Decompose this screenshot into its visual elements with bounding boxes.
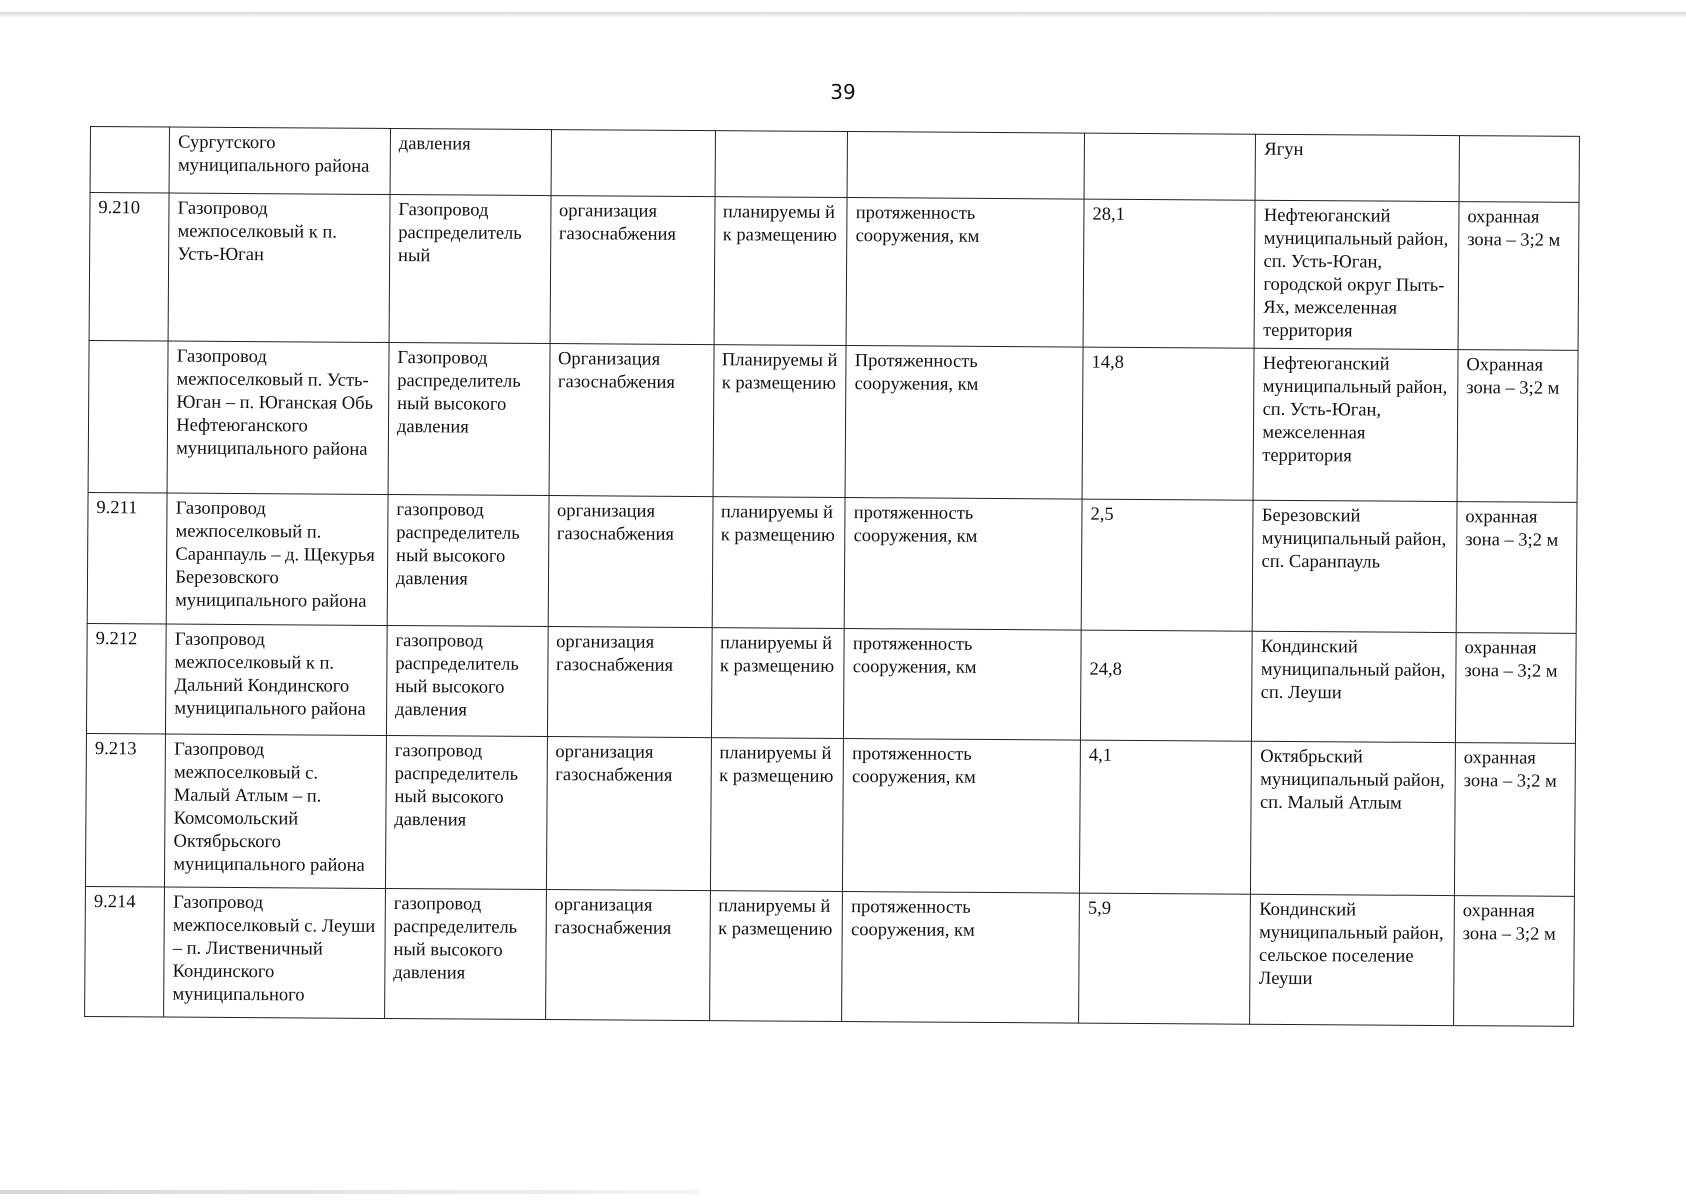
table-row	[86, 623, 1576, 743]
object-value: 28,1	[1083, 199, 1255, 348]
object-zone: охранная зона – 3;2 м	[1454, 743, 1575, 897]
row-number: 9.212	[86, 623, 166, 734]
object-name: Газопровод межпоселковый с. Малый Атлым – п. Комсомольский Октябрьского муниципального района	[165, 734, 387, 888]
object-name: Сургутского муниципального района	[169, 127, 390, 194]
object-status: планируемы й к размещению	[714, 197, 848, 346]
object-purpose: организация газоснабжения	[548, 496, 713, 628]
object-zone: охранная зона – 3;2 м	[1458, 202, 1579, 351]
object-characteristic: протяженность сооружения, км	[845, 498, 1083, 631]
object-value: 2,5	[1081, 499, 1253, 631]
row-number: 9.213	[85, 733, 165, 887]
object-type: газопровод распределитель ный высокого давления	[385, 735, 547, 889]
object-type: Газопровод распределитель ный высокого давления	[388, 342, 550, 495]
row-number	[90, 127, 170, 194]
object-value	[1084, 133, 1256, 200]
object-name: Газопровод межпоселковый п. Усть-Юган – п. Юганская Обь Нефтеюганского муниципального района	[167, 341, 389, 494]
table-row	[88, 340, 1578, 502]
object-location: Нефтеюганский муниципальный район, сп. Усть-Юган, городской округ Пыть-Ях, межселенная территория	[1255, 200, 1460, 349]
document-table	[84, 126, 1580, 1027]
object-status: планируемы й к размещению	[712, 497, 846, 629]
row-number	[88, 340, 168, 493]
object-zone: Охранная зона – 3;2 м	[1457, 350, 1578, 503]
object-location: Нефтеюганский муниципальный район, сп. Усть-Юган, межселенная территория	[1253, 348, 1458, 501]
object-zone	[1459, 136, 1579, 203]
object-name: Газопровод межпоселковый к п. Усть-Юган	[168, 193, 390, 342]
object-purpose	[551, 130, 715, 197]
page-number: 39	[830, 80, 856, 104]
object-status: Планируемы й к размещению	[713, 345, 847, 498]
object-status	[715, 131, 848, 198]
document-table-wrapper	[84, 126, 1580, 1027]
table-row	[85, 886, 1575, 1026]
object-location: Октябрьский муниципальный район, сп. Малый Атлым	[1251, 741, 1456, 895]
object-location: Березовский муниципальный район, сп. Саранпауль	[1253, 500, 1457, 632]
object-type: газопровод распределитель ный высокого давления	[386, 625, 547, 736]
object-name: Газопровод межпоселковый к п. Дальний Кондинского муниципального района	[166, 624, 387, 735]
row-number: 9.211	[87, 492, 167, 624]
object-type: газопровод распределитель ный высокого давления	[387, 494, 549, 626]
object-type: давления	[390, 128, 551, 195]
object-name: Газопровод межпоселковый с. Леуши – п. Лиственичный Кондинского муниципального	[164, 887, 386, 1018]
object-characteristic: протяженность сооружения, км	[846, 198, 1084, 348]
scan-edge-top	[0, 12, 1686, 18]
object-purpose: Организация газоснабжения	[549, 344, 714, 497]
object-purpose: организация газоснабжения	[550, 196, 715, 345]
object-status: планируемы й к размещению	[710, 738, 844, 892]
object-zone: охранная зона – 3;2 м	[1456, 502, 1577, 634]
object-purpose: организация газоснабжения	[546, 737, 711, 891]
object-characteristic: Протяженность сооружения, км	[845, 346, 1083, 500]
object-location: Кондинский муниципальный район, сельское поселение Леуши	[1250, 894, 1454, 1025]
table-row	[89, 193, 1579, 351]
object-purpose: организация газоснабжения	[545, 890, 710, 1021]
object-type: газопровод распределитель ный высокого давления	[385, 888, 547, 1019]
object-location: Ягун	[1255, 134, 1459, 201]
object-characteristic: протяженность сооружения, км	[842, 892, 1080, 1024]
object-name: Газопровод межпоселковый п. Саранпауль – д. Щекурья Березовского муниципального района	[166, 493, 388, 625]
object-characteristic: протяженность сооружения, км	[844, 629, 1081, 741]
object-status: планируемы й к размещению	[711, 628, 845, 739]
object-value: 5,9	[1079, 893, 1251, 1024]
object-value: 14,8	[1082, 347, 1254, 500]
object-status: планируемы й к размещению	[709, 891, 843, 1022]
object-location: Кондинский муниципальный район, сп. Леуши	[1252, 631, 1456, 742]
row-number: 9.214	[85, 886, 165, 1017]
object-zone: охранная зона – 3;2 м	[1454, 896, 1575, 1027]
table-row	[90, 127, 1579, 203]
object-characteristic: протяженность сооружения, км	[843, 739, 1081, 894]
table-row	[87, 492, 1577, 633]
object-zone: охранная зона – 3;2 м	[1455, 633, 1576, 744]
object-characteristic	[847, 132, 1084, 200]
object-purpose: организация газоснабжения	[547, 627, 712, 738]
object-value: 4,1	[1079, 740, 1251, 894]
scan-edge-bottom	[0, 1190, 700, 1194]
row-number: 9.210	[89, 193, 169, 342]
table-row	[85, 733, 1575, 896]
object-type: Газопровод распределитель ный	[389, 194, 551, 343]
object-value: 24,8	[1081, 630, 1253, 741]
